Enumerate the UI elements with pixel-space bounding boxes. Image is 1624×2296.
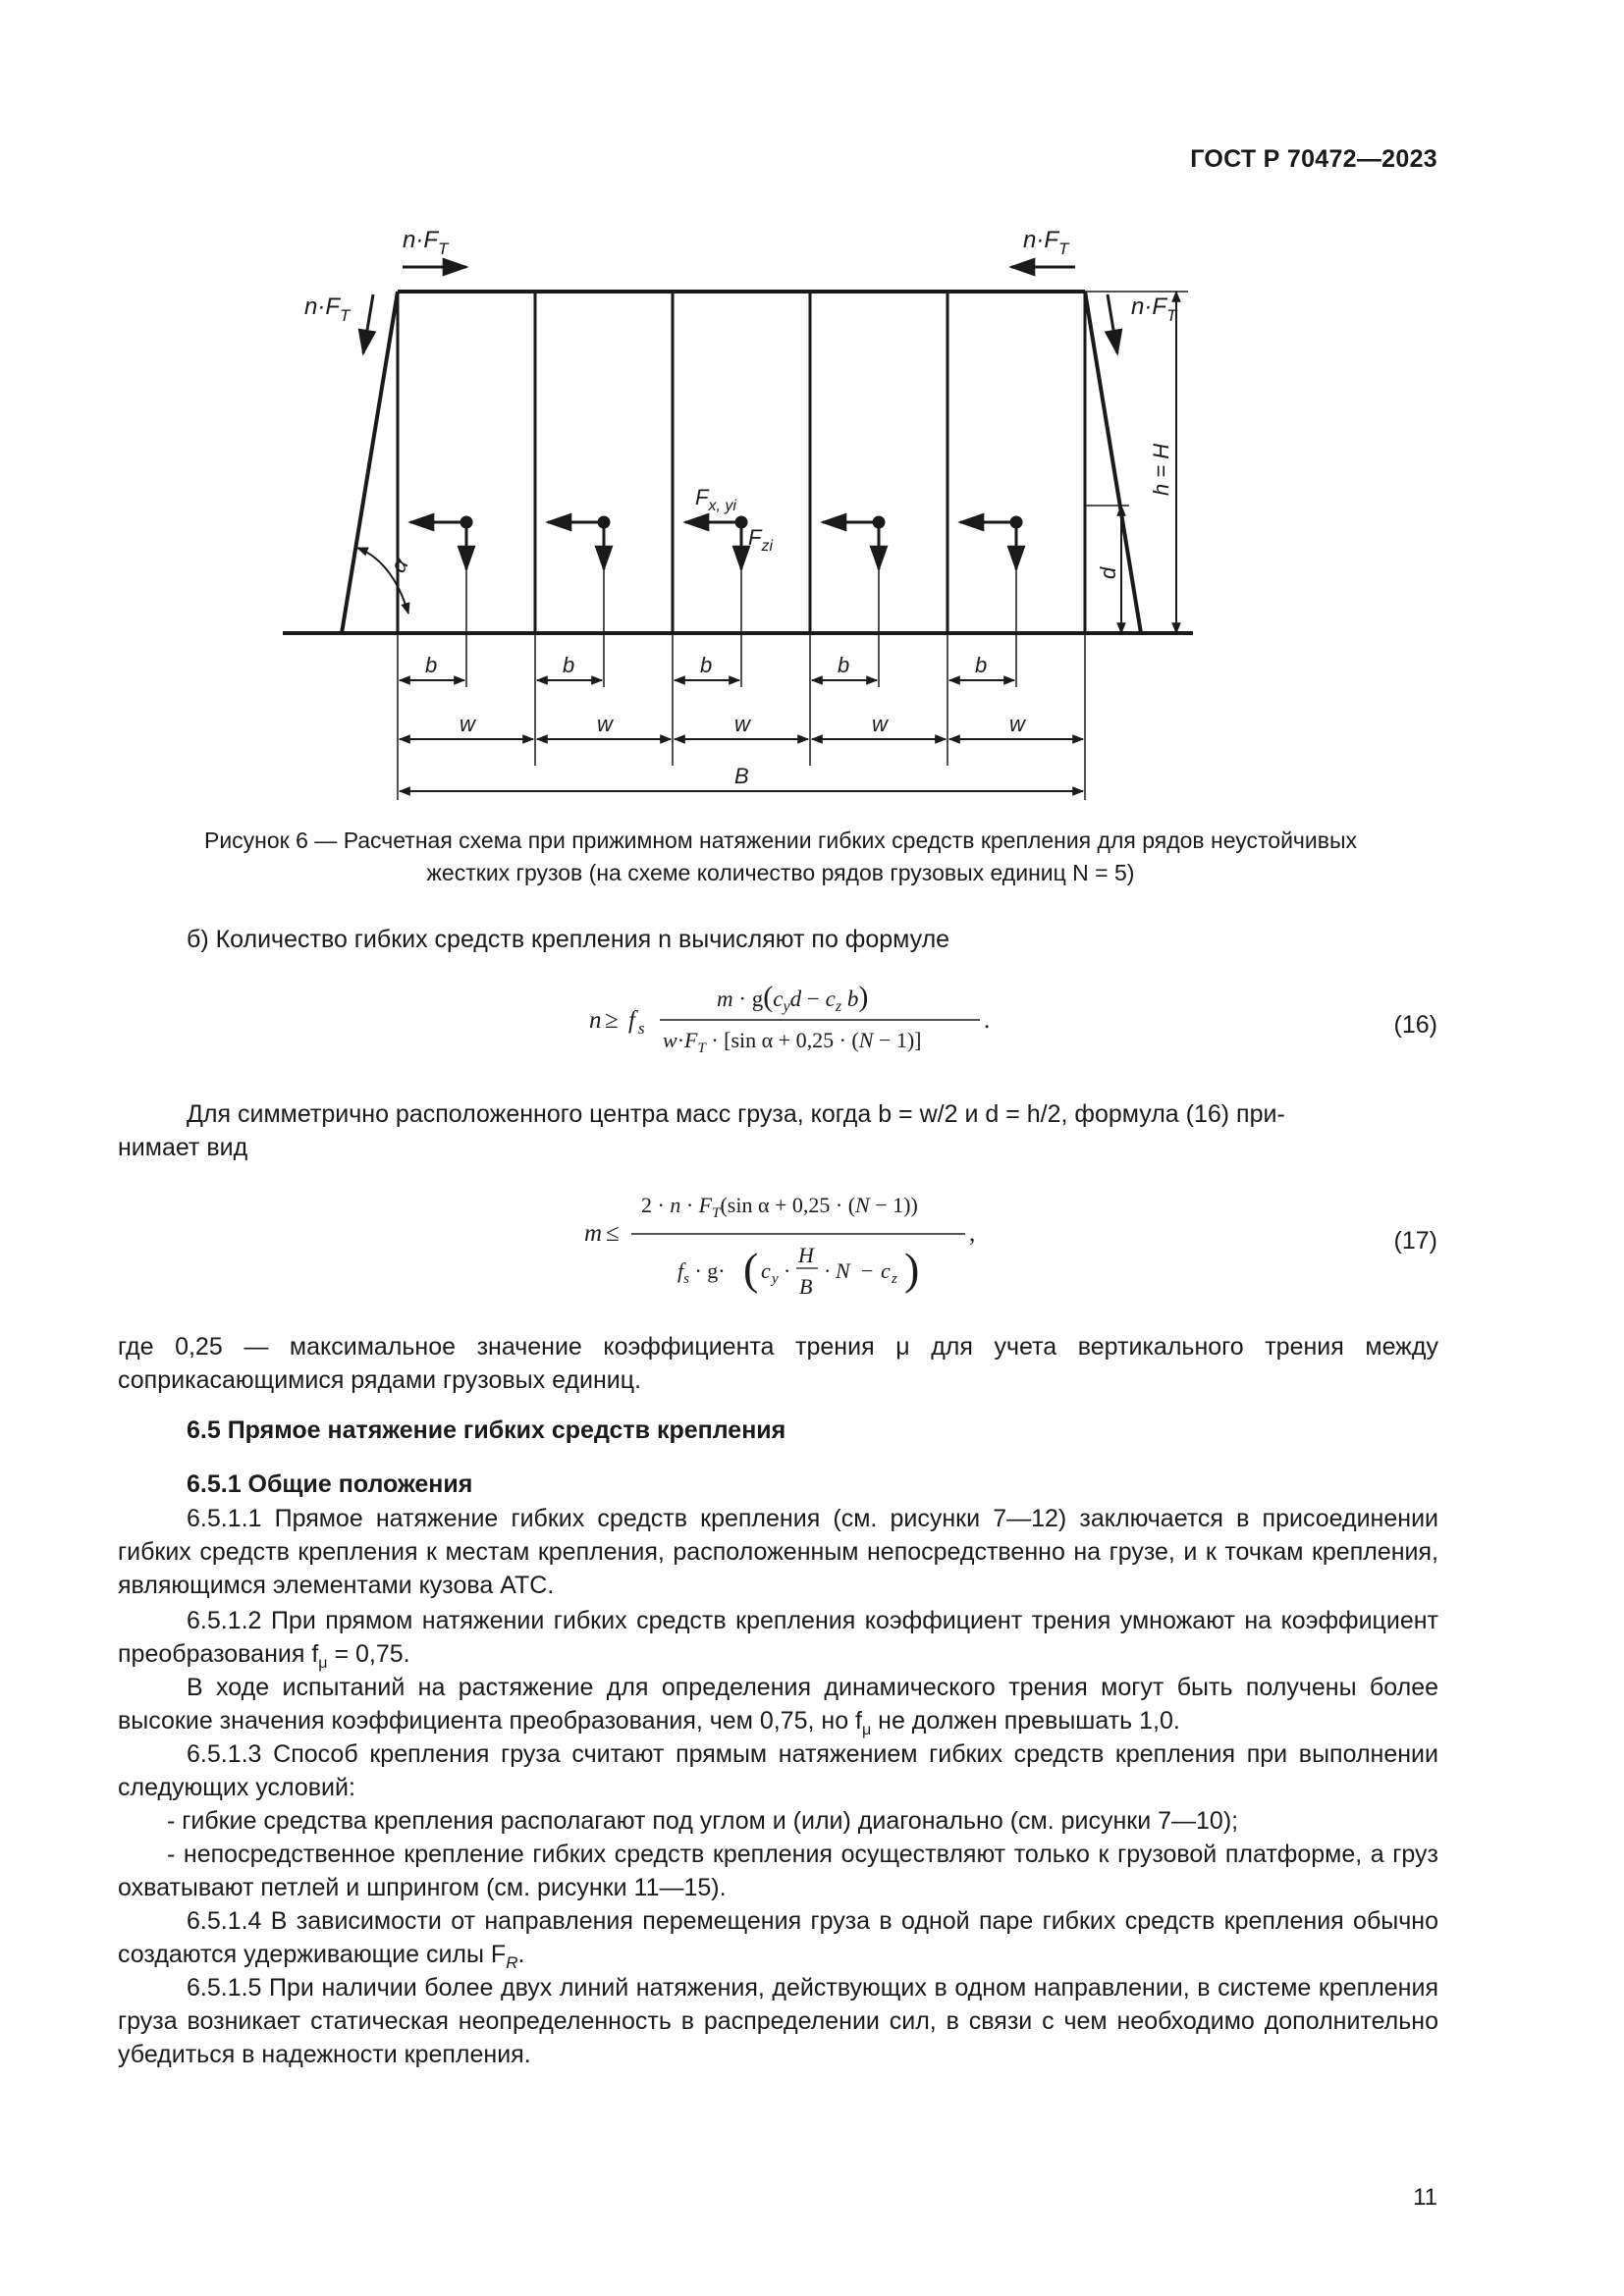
diagram-svg bbox=[265, 216, 1345, 815]
formula-16 bbox=[589, 977, 1001, 1065]
force-side-left-label: $n\cdot F_T$ bbox=[304, 294, 351, 325]
figure-6-diagram bbox=[265, 216, 1345, 815]
force-marker-row-2 bbox=[548, 517, 609, 569]
svg-text:·: · bbox=[784, 1258, 791, 1283]
svg-text:fs · g·: $f_s \cdot g\cdot$ bbox=[677, 1258, 726, 1287]
svg-text:f: f bbox=[628, 1007, 635, 1034]
arrow-side-left bbox=[363, 294, 373, 353]
svg-text:,: , bbox=[969, 1220, 976, 1247]
dimension-d-label: d bbox=[1096, 566, 1120, 579]
dim-w-label-3: w bbox=[734, 712, 750, 736]
svg-text:): ) bbox=[904, 1244, 920, 1294]
figure-caption bbox=[137, 825, 1424, 889]
force-marker-row-3 bbox=[685, 517, 746, 569]
svg-text:B: B bbox=[799, 1274, 813, 1299]
svg-text:c: c bbox=[881, 1258, 891, 1283]
svg-text:2 · n · FT(sin α + 0,25 · (N −: $2 \cdot n \cdot F_T(\sin$ α + 0,25 · (N − 1)) bbox=[641, 1193, 918, 1221]
force-top-right-label: $n\cdot F_T$ bbox=[1023, 227, 1069, 258]
caption-line-2: жестких грузов (на схеме количество рядов грузовых единиц N = 5) bbox=[426, 860, 1135, 885]
list-item-2: - непосредственное крепление гибких средств крепления осуществляют только к грузовой платформе, а груз охватывают петлей и шпрингом (см. рисунки 11—15). bbox=[118, 1841, 1438, 1901]
svg-text:n: n bbox=[589, 1007, 602, 1034]
section-heading-6-5: 6.5 Прямое натяжение гибких средств крепления bbox=[187, 1416, 786, 1444]
caption-line-1: Рисунок 6 — Расчетная схема при прижимном натяжении гибких средств крепления для рядов неустойчивых bbox=[203, 828, 1357, 853]
list-item-1: - гибкие средства крепления располагают под углом и (или) диагонально (см. рисунки 7—10); bbox=[167, 1807, 1239, 1835]
force-marker-row-5 bbox=[960, 517, 1021, 569]
svg-text:≤: ≤ bbox=[606, 1220, 620, 1247]
paragraph-symmetric: Для симметрично расположенного центра масс груза, когда b = w/2 и d = h/2, формула (16) при- нимает вид bbox=[118, 1100, 1285, 1161]
svg-text:w·FT · [sin α + 0,25 · (N − 1): $w\cdot F_T \cdot [\sin$ α + 0,25 · (N − 1)] bbox=[663, 1028, 922, 1056]
svg-text:.: . bbox=[984, 1007, 991, 1034]
paragraph-where: где 0,25 — максимальное значение коэффициента трения μ для учета вертикального трения между соприкасающимися рядами грузовых единиц. bbox=[118, 1333, 1438, 1394]
svg-text:H: H bbox=[798, 1243, 814, 1267]
arrow-side-right bbox=[1108, 294, 1117, 353]
angle-arc bbox=[357, 548, 408, 614]
dim-b-label-2: b bbox=[563, 653, 575, 677]
force-fz-label: $F_{zi}$ bbox=[748, 525, 774, 555]
svg-text:·: · bbox=[824, 1258, 832, 1283]
svg-text:c: c bbox=[761, 1258, 771, 1283]
force-side-right-label: $n\cdot F_T$ bbox=[1131, 294, 1177, 325]
dim-w-label-1: w bbox=[460, 712, 475, 736]
svg-text:N: N bbox=[836, 1258, 850, 1283]
section-heading-6-5-1: 6.5.1 Общие положения bbox=[187, 1470, 473, 1498]
svg-text:z: z bbox=[892, 1271, 897, 1287]
dim-w-label-5: w bbox=[1009, 712, 1025, 736]
force-marker-row-1 bbox=[410, 517, 471, 569]
svg-text:m: m bbox=[584, 1220, 603, 1247]
svg-text:s: s bbox=[638, 1019, 645, 1038]
paragraph-6-5-1-2: 6.5.1.2 При прямом натяжении гибких средств крепления коэффициент трения умножают на коэффициент преобразования $f_\mu = 0,75$. bbox=[118, 1607, 1438, 1672]
dim-w-label-2: w bbox=[597, 712, 613, 736]
force-marker-row-4 bbox=[823, 517, 884, 569]
force-markers bbox=[410, 517, 1021, 569]
paragraph-6-5-1-4: 6.5.1.4 В зависимости от направления перемещения груза в одной паре гибких средств крепления обычно создаются удерживающие силы $F_R$. bbox=[118, 1907, 1438, 1972]
svg-text:y: y bbox=[772, 1271, 779, 1287]
formula-16-svg bbox=[589, 977, 1001, 1065]
dimension-h-label: h = H bbox=[1149, 443, 1173, 496]
formula-17-svg bbox=[584, 1178, 997, 1306]
angle-alpha-label: α bbox=[385, 554, 413, 577]
paragraph-6-5-1-3: 6.5.1.3 Способ крепления груза считают прямым натяжением гибких средств крепления при выполнении следующих условий: bbox=[118, 1740, 1438, 1801]
standard-code: ГОСТ Р 70472—2023 bbox=[1190, 145, 1437, 173]
svg-text:−: − bbox=[861, 1258, 874, 1283]
formula-17 bbox=[584, 1178, 997, 1306]
paragraph-test: В ходе испытаний на растяжение для определения динамического трения могут быть получены более высокие значения коэффициента преобразования, чем 0,75, но $f_\mu$ не должен превышать 1,0. bbox=[118, 1674, 1438, 1738]
dim-b-label-5: b bbox=[975, 653, 988, 677]
dim-B-label: B bbox=[734, 764, 749, 788]
svg-text:(: ( bbox=[743, 1244, 759, 1294]
lashing-strap-right bbox=[1085, 292, 1141, 633]
lashing-strap-left bbox=[342, 292, 398, 633]
force-fxy-label: $F_{x, yi}$ bbox=[695, 485, 736, 514]
paragraph-6-5-1-1: 6.5.1.1 Прямое натяжение гибких средств крепления (см. рисунки 7—12) заключается в присоединении гибких средств крепления к местам крепления, расположенным непосредственно на грузе, и к точкам крепления, являющимся элементами кузова АТС. bbox=[118, 1505, 1438, 1599]
paragraph-b: б) Количество гибких средств крепления n вычисляют по формуле bbox=[187, 926, 950, 953]
equation-number-16: (16) bbox=[1393, 1011, 1437, 1039]
dim-b-label-1: b bbox=[425, 653, 438, 677]
dim-b-label-4: b bbox=[838, 653, 850, 677]
page-number: 11 bbox=[1413, 2184, 1437, 2211]
svg-text:m · g(cyd − cz b): $m \cdot g(c_yd - c_z$ b) bbox=[717, 981, 869, 1015]
force-top-left-label: $n\cdot F_T$ bbox=[403, 227, 449, 258]
dim-w-label-4: w bbox=[872, 712, 888, 736]
svg-text:≥: ≥ bbox=[605, 1007, 619, 1034]
dim-b-label-3: b bbox=[700, 653, 713, 677]
equation-number-17: (17) bbox=[1393, 1227, 1437, 1255]
paragraph-6-5-1-5: 6.5.1.5 При наличии более двух линий натяжения, действующих в одном направлении, в системе крепления груза возникает статическая неопределенность в распределении сил, в связи с чем необходимо дополнительно убедиться в надежности крепления. bbox=[118, 1974, 1438, 2068]
